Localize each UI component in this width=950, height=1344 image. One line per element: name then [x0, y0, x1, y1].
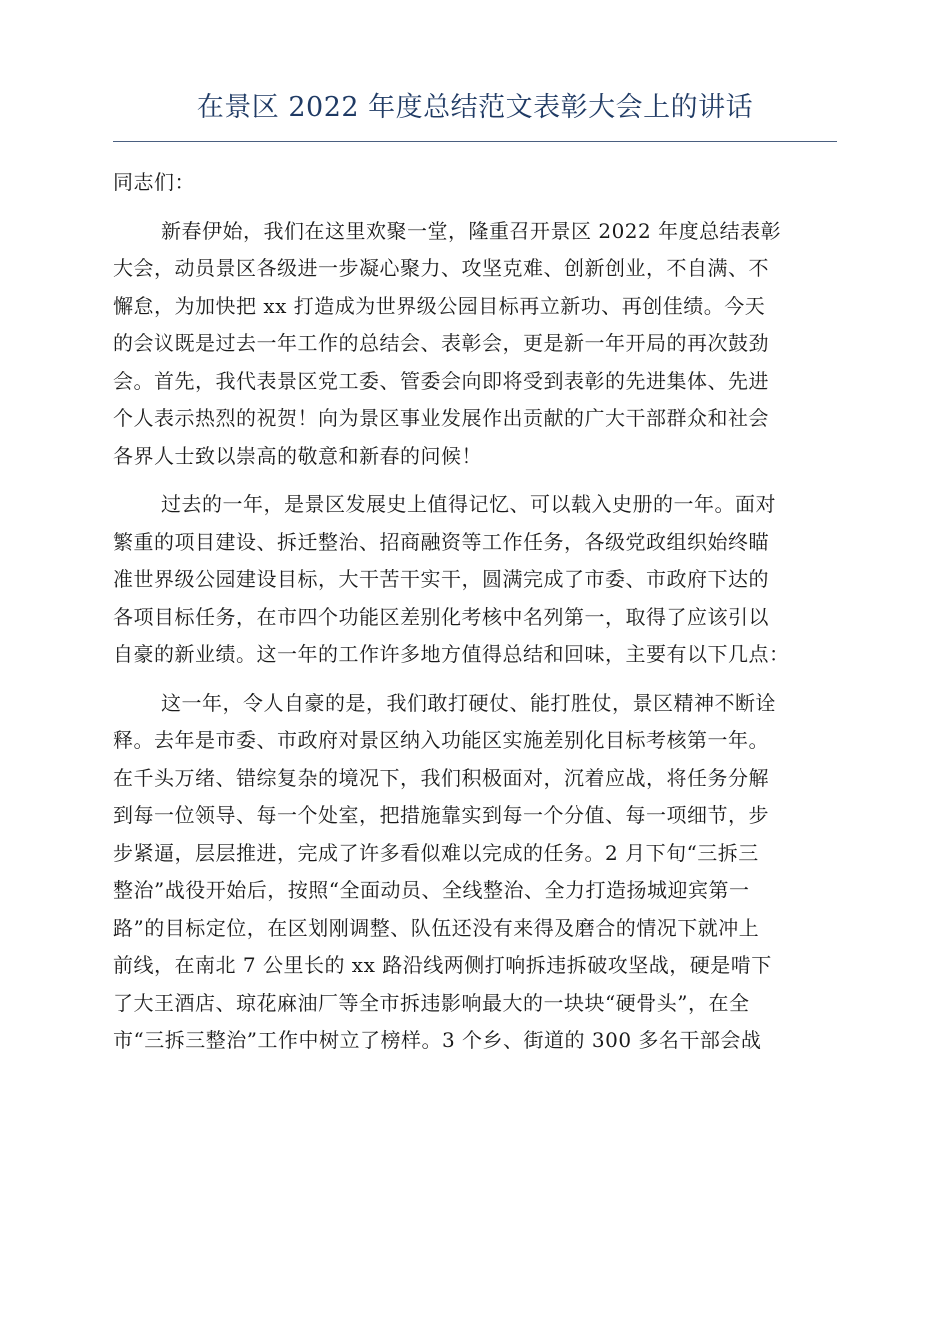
text-line: 会。首先，我代表景区党工委、管委会向即将受到表彰的先进集体、先进 — [113, 368, 769, 393]
text-line: 各界人士致以崇高的敬意和新春的问候！ — [113, 443, 482, 468]
document-title: 在景区 2022 年度总结范文表彰大会上的讲话 — [196, 92, 754, 123]
title-divider — [113, 141, 837, 142]
text-line: 步紧逼，层层推进，完成了许多看似难以完成的任务。2 月下旬“三拆三 — [113, 840, 759, 865]
text-line: 过去的一年，是景区发展史上值得记忆、可以载入史册的一年。面对 — [161, 492, 776, 516]
salutation: 同志们： — [113, 170, 195, 194]
text-line: 在千头万绪、错综复杂的境况下，我们积极面对，沉着应战，将任务分解 — [113, 765, 769, 790]
paragraph-2 — [113, 486, 835, 674]
text-line: 大会，动员景区各级进一步凝心聚力、攻坚克难、创新创业，不自满、不 — [113, 256, 769, 280]
text-line: 懈怠，为加快把 xx 打造成为世界级公园目标再立新功、再创佳绩。今天 — [113, 293, 766, 318]
text-line: 前线，在南北 7 公里长的 xx 路沿线两侧打响拆违拆破攻坚战，硬是啃下 — [113, 953, 772, 977]
text-line: 路”的目标定位，在区划刚调整、队伍还没有来得及磨合的情况下就冲上 — [113, 915, 760, 940]
text-line: 释。去年是市委、市政府对景区纳入功能区实施差别化目标考核第一年。 — [113, 728, 769, 752]
text-line: 的会议既是过去一年工作的总结会、表彰会，更是新一年开局的再次鼓劲 — [113, 331, 769, 355]
text-line: 了大王酒店、琼花麻油厂等全市拆违影响最大的一块块“硬骨头”，在全 — [113, 990, 750, 1015]
text-line: 个人表示热烈的祝贺！向为景区事业发展作出贡献的广大干部群众和社会 — [113, 406, 769, 430]
paragraph-3 — [113, 685, 835, 1060]
text-line: 到每一位领导、每一个处室，把措施靠实到每一个分值、每一项细节，步 — [113, 803, 769, 827]
document-body — [113, 164, 835, 1071]
paragraph-1 — [113, 213, 835, 476]
text-line: 自豪的新业绩。这一年的工作许多地方值得总结和回味，主要有以下几点： — [113, 642, 790, 666]
text-line: 各项目标任务，在市四个功能区差别化考核中名列第一，取得了应该引以 — [113, 604, 769, 629]
text-line: 准世界级公园建设目标，大干苦干实干，圆满完成了市委、市政府下达的 — [113, 567, 769, 591]
text-line: 新春伊始，我们在这里欢聚一堂，隆重召开景区 2022 年度总结表彰 — [161, 218, 782, 243]
text-line: 繁重的项目建设、拆迁整治、招商融资等工作任务，各级党政组织始终瞄 — [113, 529, 769, 554]
text-line: 市“三拆三整治”工作中树立了榜样。3 个乡、街道的 300 多名干部会战 — [113, 1028, 762, 1052]
text-line: 整治”战役开始后，按照“全面动员、全线整治、全力打造扬城迎宾第一 — [113, 878, 750, 902]
text-line: 这一年，令人自豪的是，我们敢打硬仗、能打胜仗，景区精神不断诠 — [161, 690, 776, 715]
